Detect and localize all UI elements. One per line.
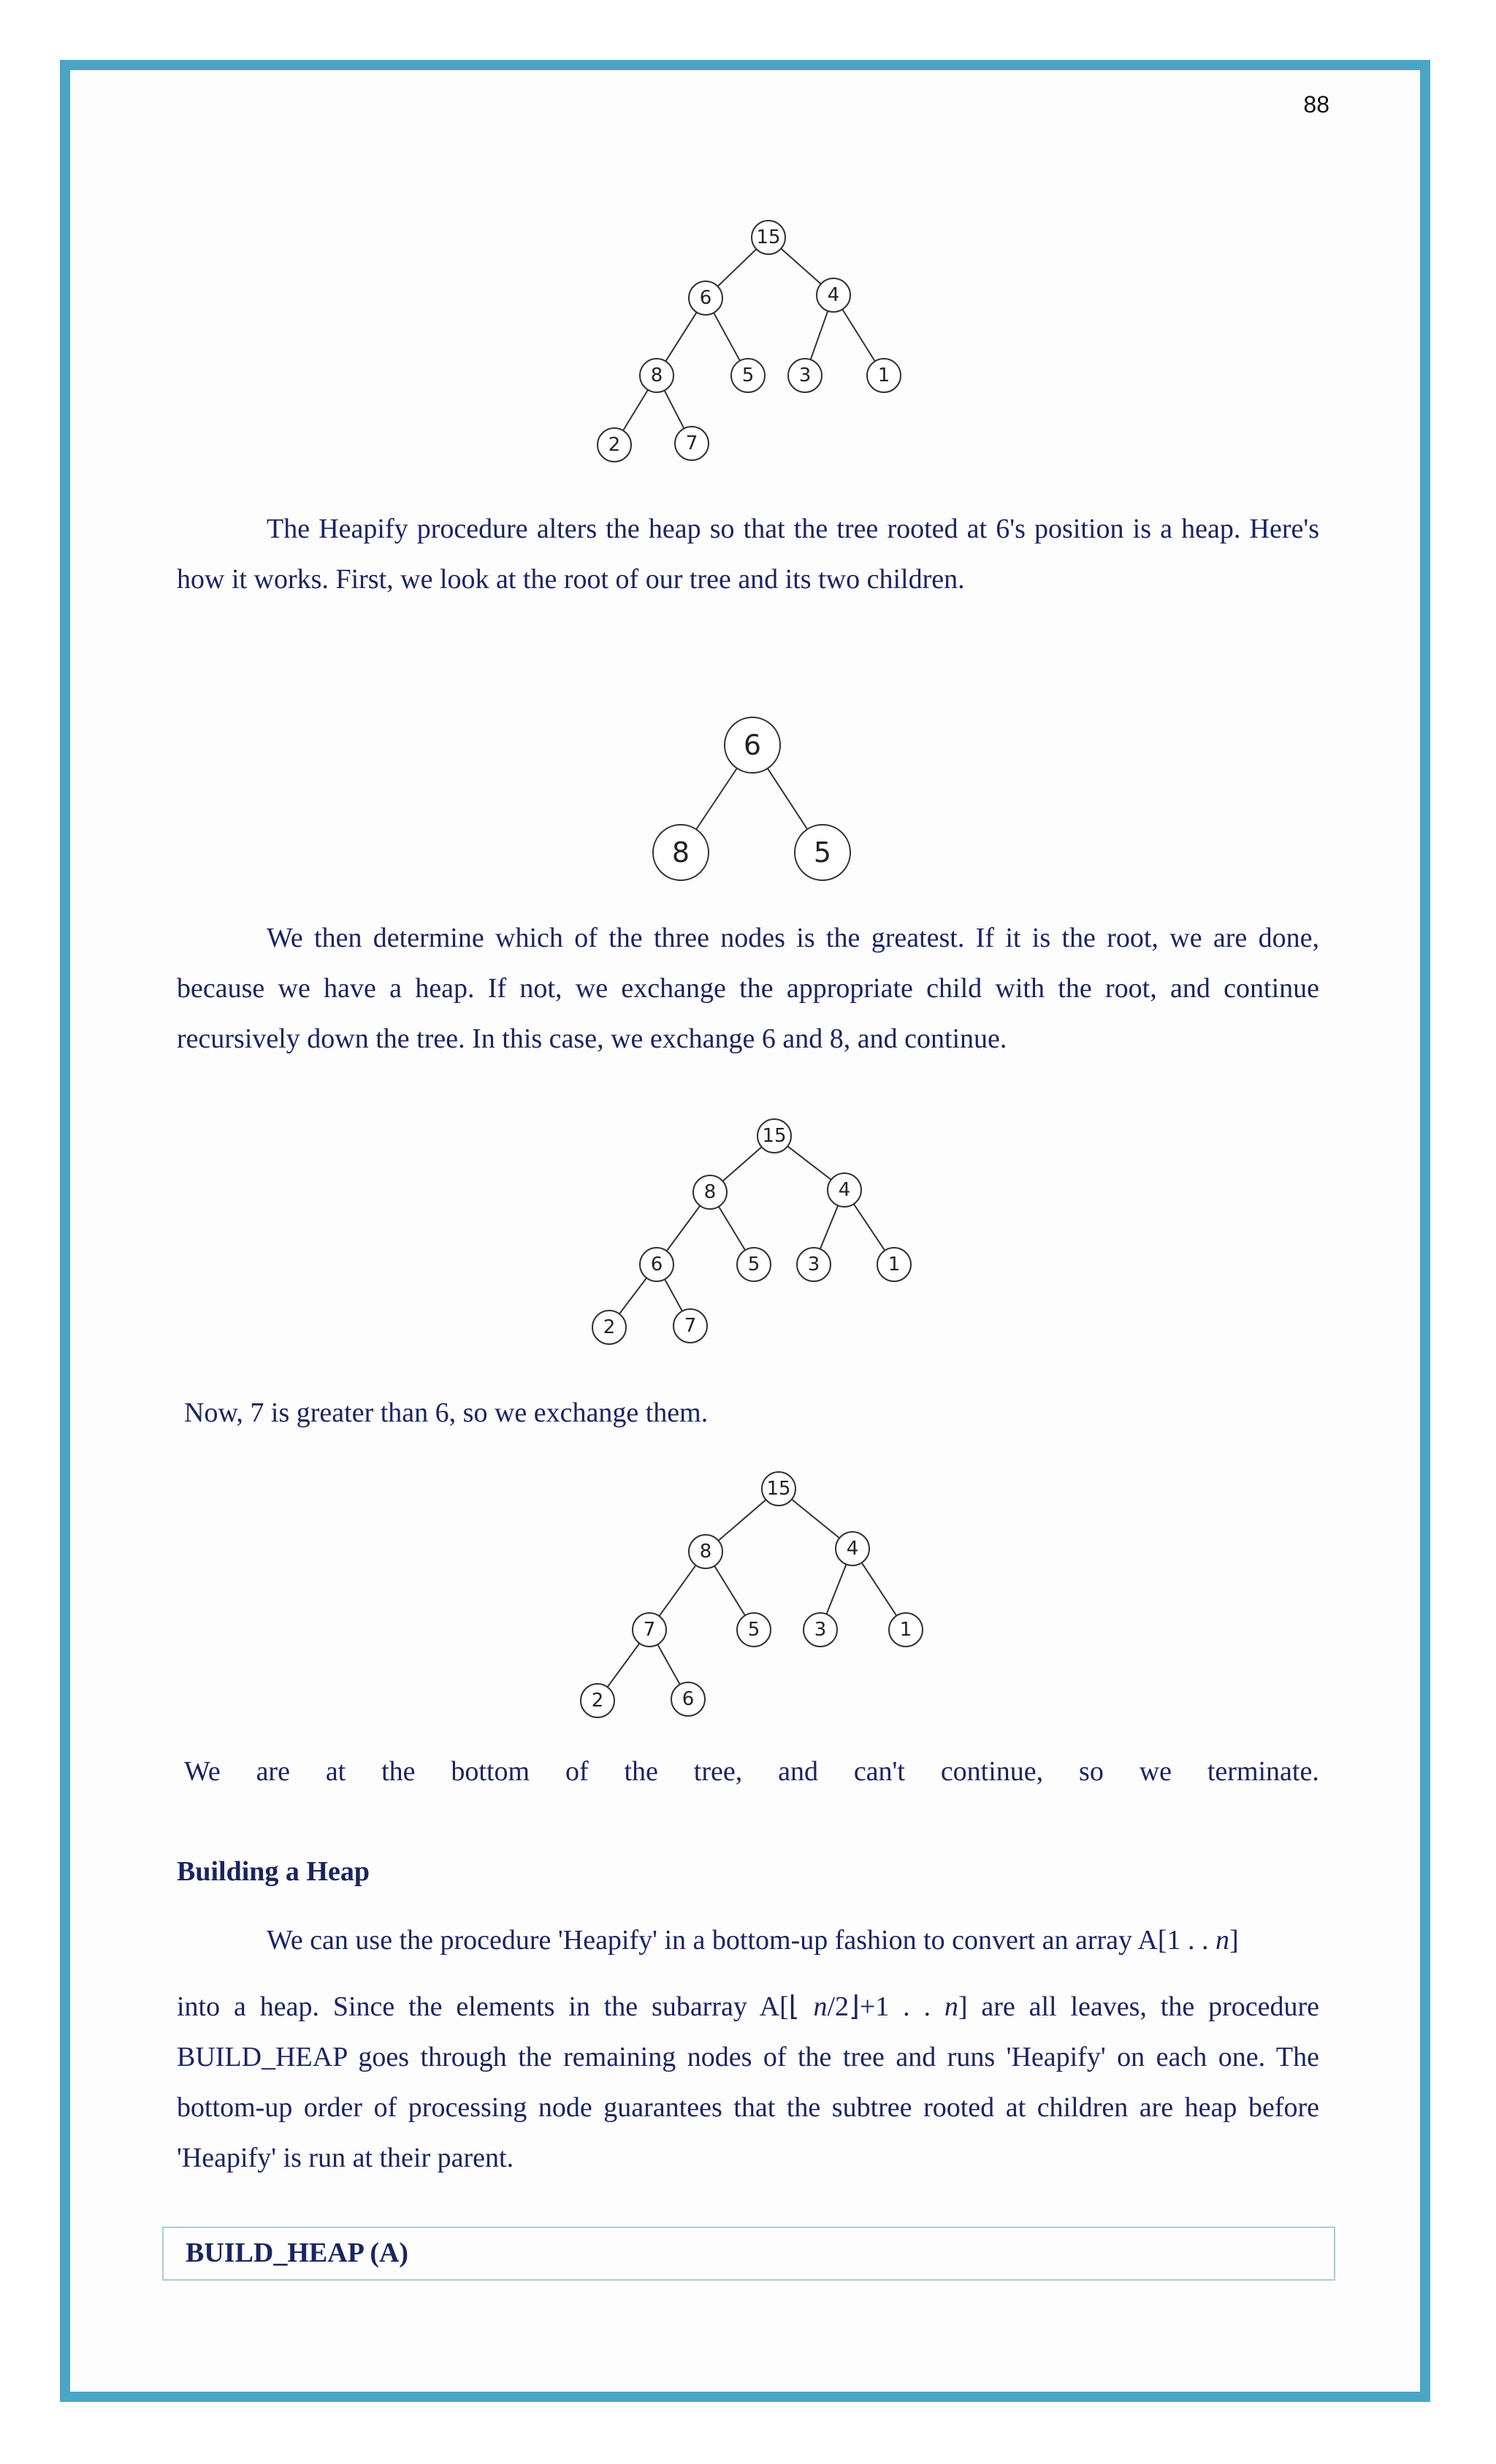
tree-node xyxy=(788,359,822,392)
tree-node-label: 15 xyxy=(766,1478,791,1500)
tree-node xyxy=(633,1613,666,1647)
tree-node xyxy=(752,221,785,254)
terminate-word: terminate. xyxy=(1207,1756,1319,1787)
terminate-word: the xyxy=(624,1756,658,1787)
tree-edge xyxy=(619,1278,646,1313)
heap-tree-diagram-3 xyxy=(562,1457,935,1735)
tree-node-label: 7 xyxy=(643,1619,656,1641)
tree-edge xyxy=(792,1499,839,1538)
seven-greater-paragraph: Now, 7 is greater than 6, so we exchange them. xyxy=(184,1397,709,1428)
tree-node-label: 3 xyxy=(814,1619,827,1641)
tree-edge xyxy=(714,313,740,361)
tree-node-label: 4 xyxy=(827,284,840,306)
tree-edge xyxy=(842,309,875,361)
building-heap-heading: Building a Heap xyxy=(177,1856,370,1887)
tree-node xyxy=(804,1613,837,1647)
tree-node-label: 5 xyxy=(747,1254,760,1275)
page-number: 88 xyxy=(1303,91,1329,118)
heap-tree-diagram-2 xyxy=(570,1103,935,1373)
tree-node xyxy=(598,428,631,462)
tree-node-label: 8 xyxy=(650,365,663,386)
building-heap-paragraph-body: into a heap. Since the elements in the subarray A[⌊ n/2⌋+1 . . n] are all leaves, the procedure BUILD_HEAP goes through the remaining nodes of the tree and runs 'Heapify' on each one. The bottom-up order of processing node guarantees that the subtree rooted at children are heap before 'Heapify' is run at their parent. xyxy=(177,1990,1319,2173)
terminate-word: can't xyxy=(853,1756,905,1787)
tree-node-label: 15 xyxy=(762,1125,787,1147)
tree-node xyxy=(640,359,673,392)
tree-node xyxy=(675,427,709,460)
tree-node-label: 1 xyxy=(877,365,890,386)
tree-node xyxy=(673,1309,707,1343)
building-heap-paragraph-line1: We can use the procedure 'Heapify' in a bottom-up fashion to convert an array A[1 . . n] xyxy=(267,1925,1239,1956)
tree-node xyxy=(737,1248,771,1281)
tree-node xyxy=(836,1532,869,1565)
tree-node-label: 3 xyxy=(807,1254,820,1275)
tree-node xyxy=(592,1311,626,1344)
tree-node xyxy=(689,1535,722,1568)
tree-node-label: 1 xyxy=(899,1619,912,1641)
tree-node-label: 2 xyxy=(603,1316,616,1338)
tree-node-label: 4 xyxy=(838,1179,851,1201)
tree-edge xyxy=(659,1565,695,1617)
terminate-word: are xyxy=(256,1756,290,1787)
tree-node xyxy=(737,1613,771,1647)
terminate-word: tree, xyxy=(693,1756,743,1787)
terminate-paragraph xyxy=(184,1755,1319,1788)
tree-node xyxy=(867,359,901,392)
tree-node-label: 1 xyxy=(888,1254,901,1275)
heapify-intro-paragraph: The Heapify procedure alters the heap so that the tree rooted at 6's position is a heap. Here's how it works. First, we look at the root of our tree and its two children. xyxy=(177,514,1319,595)
tree-edge xyxy=(667,1206,701,1251)
tree-edge xyxy=(714,1566,745,1616)
terminate-word: We xyxy=(184,1756,221,1787)
tree-node-label: 5 xyxy=(741,365,755,386)
tree-edge xyxy=(608,1644,640,1687)
build-heap-label: BUILD_HEAP (A) xyxy=(186,2238,409,2268)
tree-edge xyxy=(854,1204,885,1251)
tree-edge xyxy=(718,249,757,286)
tree-node xyxy=(889,1613,923,1647)
tree-node-label: 5 xyxy=(747,1619,760,1641)
tree-node-label: 2 xyxy=(608,434,621,456)
tree-node xyxy=(877,1248,911,1281)
tree-edge xyxy=(623,390,648,431)
tree-edge xyxy=(665,1279,682,1311)
tree-node-label: 3 xyxy=(798,365,812,386)
tree-edge xyxy=(718,1500,766,1541)
tree-edge xyxy=(820,1205,838,1248)
tree-node xyxy=(762,1472,795,1506)
build-heap-code-box xyxy=(162,2227,1335,2281)
tree-edge xyxy=(862,1563,897,1616)
tree-node-label: 6 xyxy=(682,1688,695,1710)
terminate-word: and xyxy=(778,1756,818,1787)
tree-node-label: 8 xyxy=(703,1181,717,1203)
tree-edge xyxy=(826,1564,846,1614)
tree-edge xyxy=(781,248,821,283)
terminate-word: we xyxy=(1139,1756,1172,1787)
tree-node xyxy=(581,1684,614,1717)
tree-edge xyxy=(722,1147,761,1181)
tree-edge xyxy=(768,768,807,829)
tree-node-label: 8 xyxy=(671,836,690,869)
tree-node-label: 6 xyxy=(743,729,762,761)
tree-edge xyxy=(719,1207,745,1251)
terminate-word: of xyxy=(565,1756,589,1787)
tree-node xyxy=(653,825,709,880)
tree-node-label: 7 xyxy=(685,432,698,454)
terminate-word: continue, xyxy=(940,1756,1044,1787)
tree-node xyxy=(731,359,765,392)
tree-node-label: 6 xyxy=(699,287,712,309)
tree-edge xyxy=(657,1644,680,1685)
tree-node xyxy=(817,278,850,312)
tree-node-label: 6 xyxy=(650,1254,663,1275)
terminate-word: so xyxy=(1079,1756,1104,1787)
tree-edge xyxy=(787,1146,831,1180)
tree-edge xyxy=(811,311,828,360)
tree-edge xyxy=(665,390,684,428)
tree-node xyxy=(795,825,850,880)
tree-edge xyxy=(696,768,737,830)
tree-node xyxy=(640,1248,673,1281)
tree-node xyxy=(671,1682,705,1716)
terminate-word: bottom xyxy=(451,1756,530,1787)
tree-node xyxy=(689,281,722,315)
tree-node-label: 5 xyxy=(813,836,832,869)
terminate-word: the xyxy=(381,1756,416,1787)
tree-node-label: 2 xyxy=(591,1690,604,1712)
tree-node-label: 7 xyxy=(684,1315,697,1337)
tree-node-label: 4 xyxy=(846,1538,859,1560)
tree-node-label: 15 xyxy=(756,226,781,248)
terminate-word: at xyxy=(325,1756,346,1787)
tree-node-label: 8 xyxy=(699,1541,712,1563)
determine-greatest-paragraph: We then determine which of the three nodes is the greatest. If it is the root, we are done, because we have a heap. If not, we exchange the appropriate child with the root, and continue recursively down the tree. In this case, we exchange 6 and 8, and continue. xyxy=(177,923,1319,1054)
heap-tree-diagram-1 xyxy=(570,205,935,482)
tree-node xyxy=(797,1248,831,1281)
tree-edge xyxy=(665,312,696,361)
tree-node xyxy=(828,1173,861,1207)
tree-node xyxy=(757,1119,791,1153)
tree-node xyxy=(693,1175,727,1209)
subtree-diagram xyxy=(636,701,877,891)
tree-node xyxy=(725,717,780,773)
